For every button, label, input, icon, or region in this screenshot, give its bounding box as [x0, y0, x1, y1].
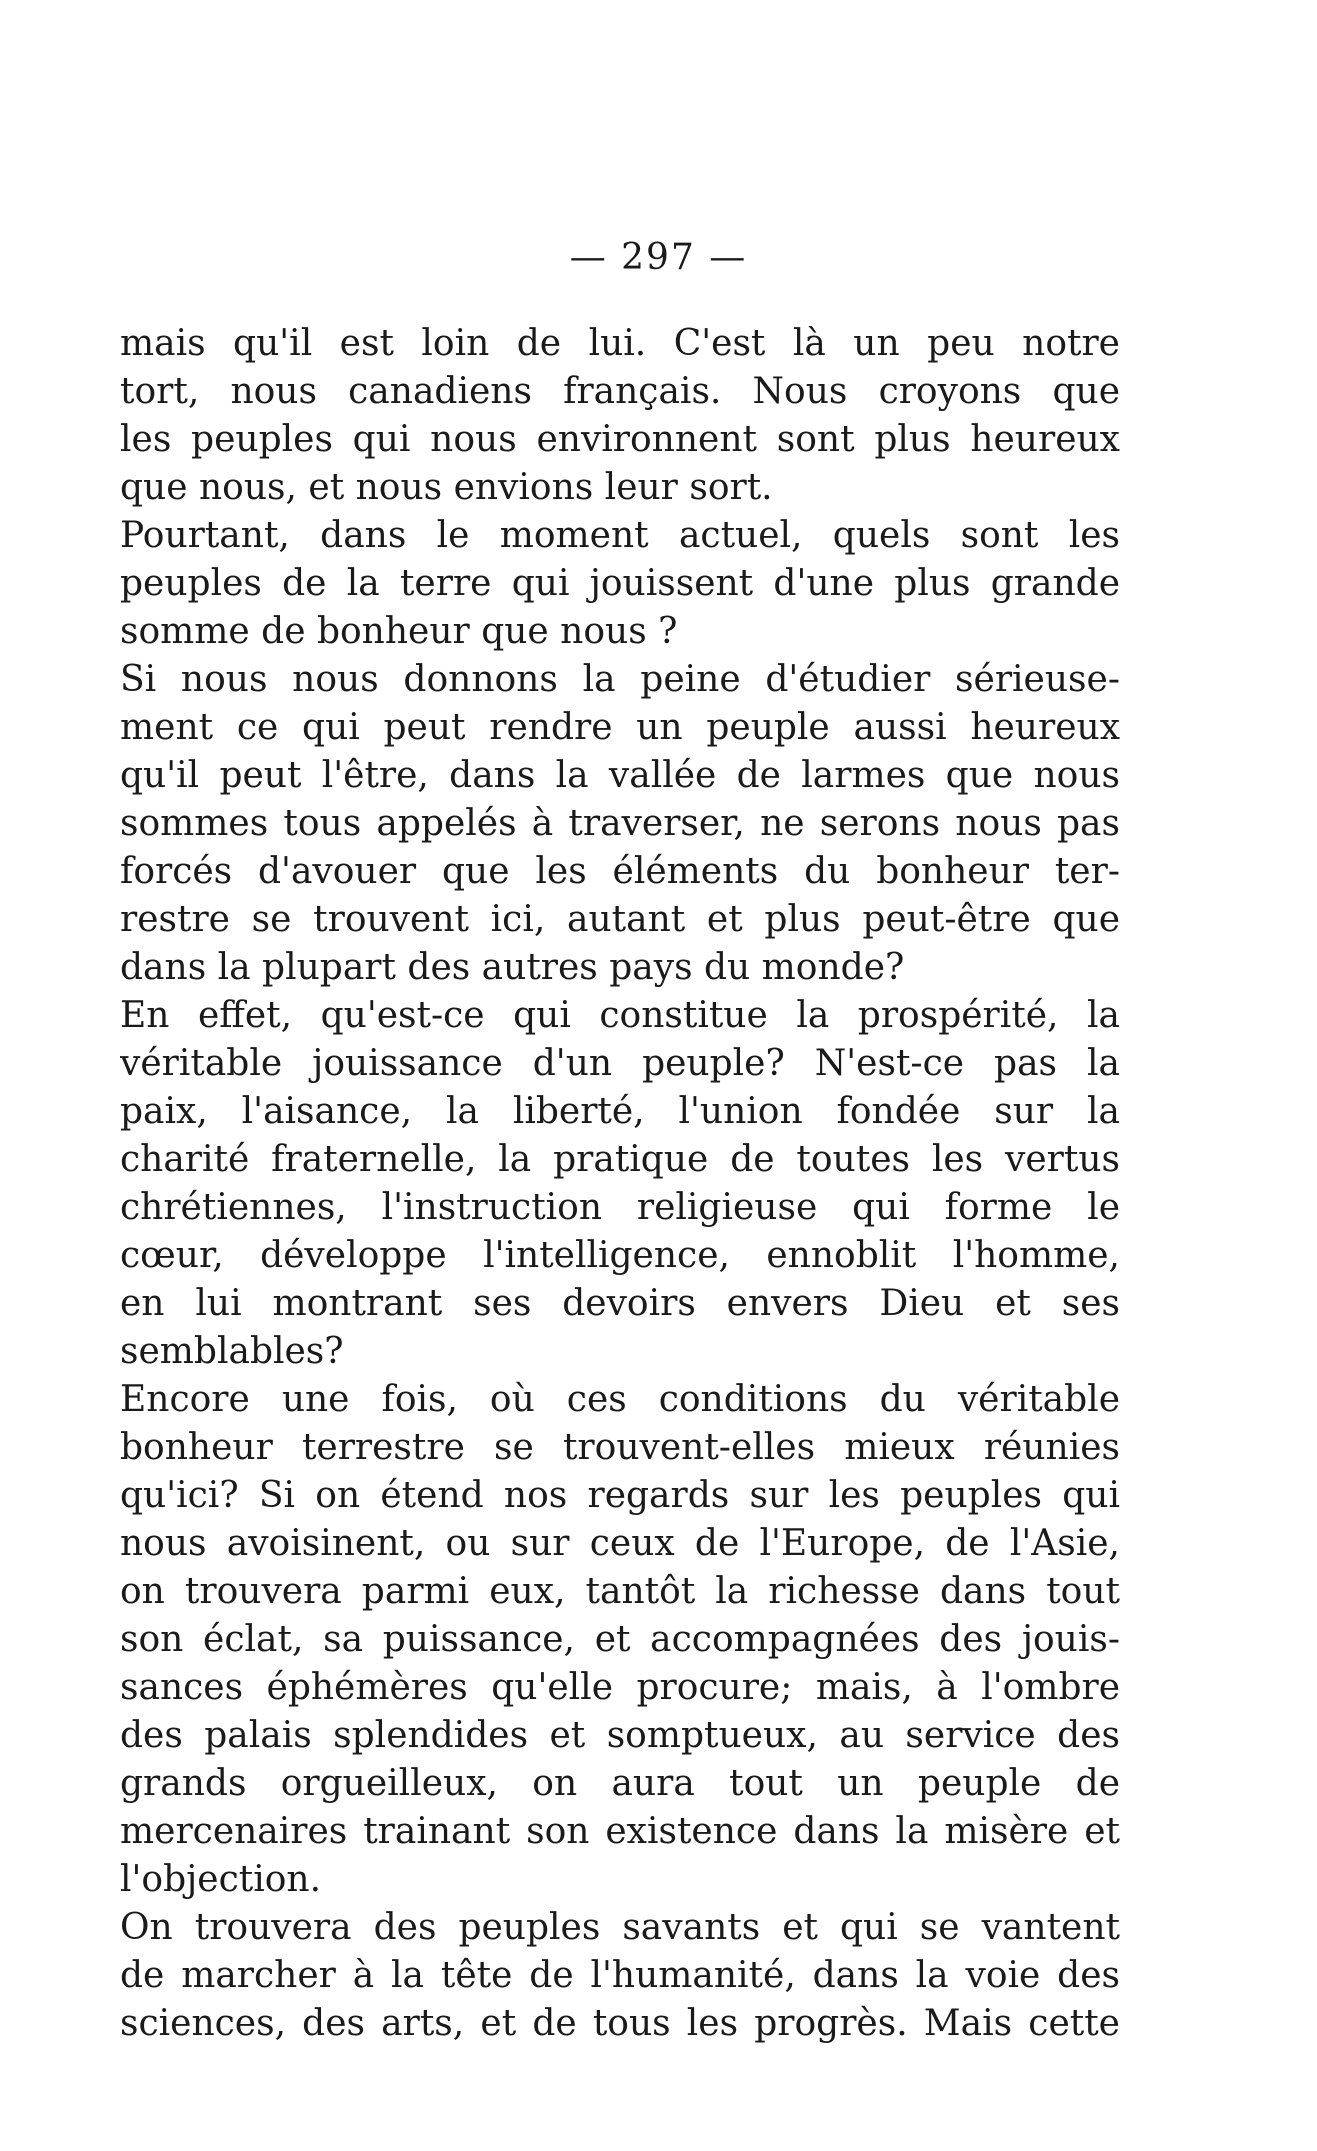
text-line: dans la plupart des autres pays du monde?: [120, 947, 905, 988]
text-line: cœur, développe l'intelligence, ennoblit l'homme,: [120, 1235, 1120, 1276]
text-line: grands orgueilleux, on aura tout un peuple de: [120, 1763, 1120, 1804]
text-line: des palais splendides et somptueux, au service des: [120, 1715, 1120, 1756]
text-line: peuples de la terre qui jouissent d'une plus grande: [120, 563, 1120, 604]
text-line: qu'ici? Si on étend nos regards sur les peuples qui: [120, 1475, 1120, 1516]
text-line: on trouvera parmi eux, tantôt la richesse dans tout: [120, 1571, 1120, 1612]
text-line: son éclat, sa puissance, et accompagnées des jouis-: [120, 1619, 1120, 1660]
text-line: Si nous nous donnons la peine d'étudier sérieuse-: [120, 659, 1120, 700]
text-line: restre se trouvent ici, autant et plus peut-être que: [120, 899, 1120, 940]
text-line: tort, nous canadiens français. Nous croyons que: [120, 371, 1120, 412]
text-line: On trouvera des peuples savants et qui se vantent: [120, 1907, 1120, 1948]
page-number: — 297 —: [569, 237, 748, 278]
text-line: forcés d'avouer que les éléments du bonheur ter-: [120, 851, 1120, 892]
text-line: nous avoisinent, ou sur ceux de l'Europe, de l'Asie,: [120, 1523, 1120, 1564]
text-line: véritable jouissance d'un peuple? N'est-ce pas la: [120, 1043, 1120, 1084]
text-line: sances éphémères qu'elle procure; mais, à l'ombre: [120, 1667, 1120, 1708]
text-line: ment ce qui peut rendre un peuple aussi heureux: [120, 707, 1120, 748]
text-line: somme de bonheur que nous ?: [120, 611, 678, 652]
text-line: sciences, des arts, et de tous les progrès. Mais cette: [120, 2003, 1120, 2044]
text-line: mais qu'il est loin de lui. C'est là un peu notre: [120, 323, 1120, 364]
body-text: [120, 320, 1120, 2048]
text-line: Encore une fois, où ces conditions du véritable: [120, 1379, 1120, 1420]
text-line: qu'il peut l'être, dans la vallée de larmes que nous: [120, 755, 1120, 796]
text-line: mercenaires trainant son existence dans la misère et: [120, 1811, 1120, 1852]
text-line: paix, l'aisance, la liberté, l'union fondée sur la: [120, 1091, 1120, 1132]
text-line: de marcher à la tête de l'humanité, dans la voie des: [120, 1955, 1120, 1996]
text-line: que nous, et nous envions leur sort.: [120, 467, 773, 508]
text-line: en lui montrant ses devoirs envers Dieu et ses: [120, 1283, 1120, 1324]
text-line: charité fraternelle, la pratique de toutes les vertus: [120, 1139, 1120, 1180]
text-line: En effet, qu'est-ce qui constitue la prospérité, la: [120, 995, 1120, 1036]
text-line: les peuples qui nous environnent sont plus heureux: [120, 419, 1120, 460]
text-line: semblables?: [120, 1331, 344, 1372]
text-line: sommes tous appelés à traverser, ne serons nous pas: [120, 803, 1120, 844]
text-line: bonheur terrestre se trouvent-elles mieux réunies: [120, 1427, 1120, 1468]
text-line: Pourtant, dans le moment actuel, quels sont les: [120, 515, 1120, 556]
text-line: chrétiennes, l'instruction religieuse qui forme le: [120, 1187, 1120, 1228]
text-line: l'objection.: [120, 1859, 322, 1900]
